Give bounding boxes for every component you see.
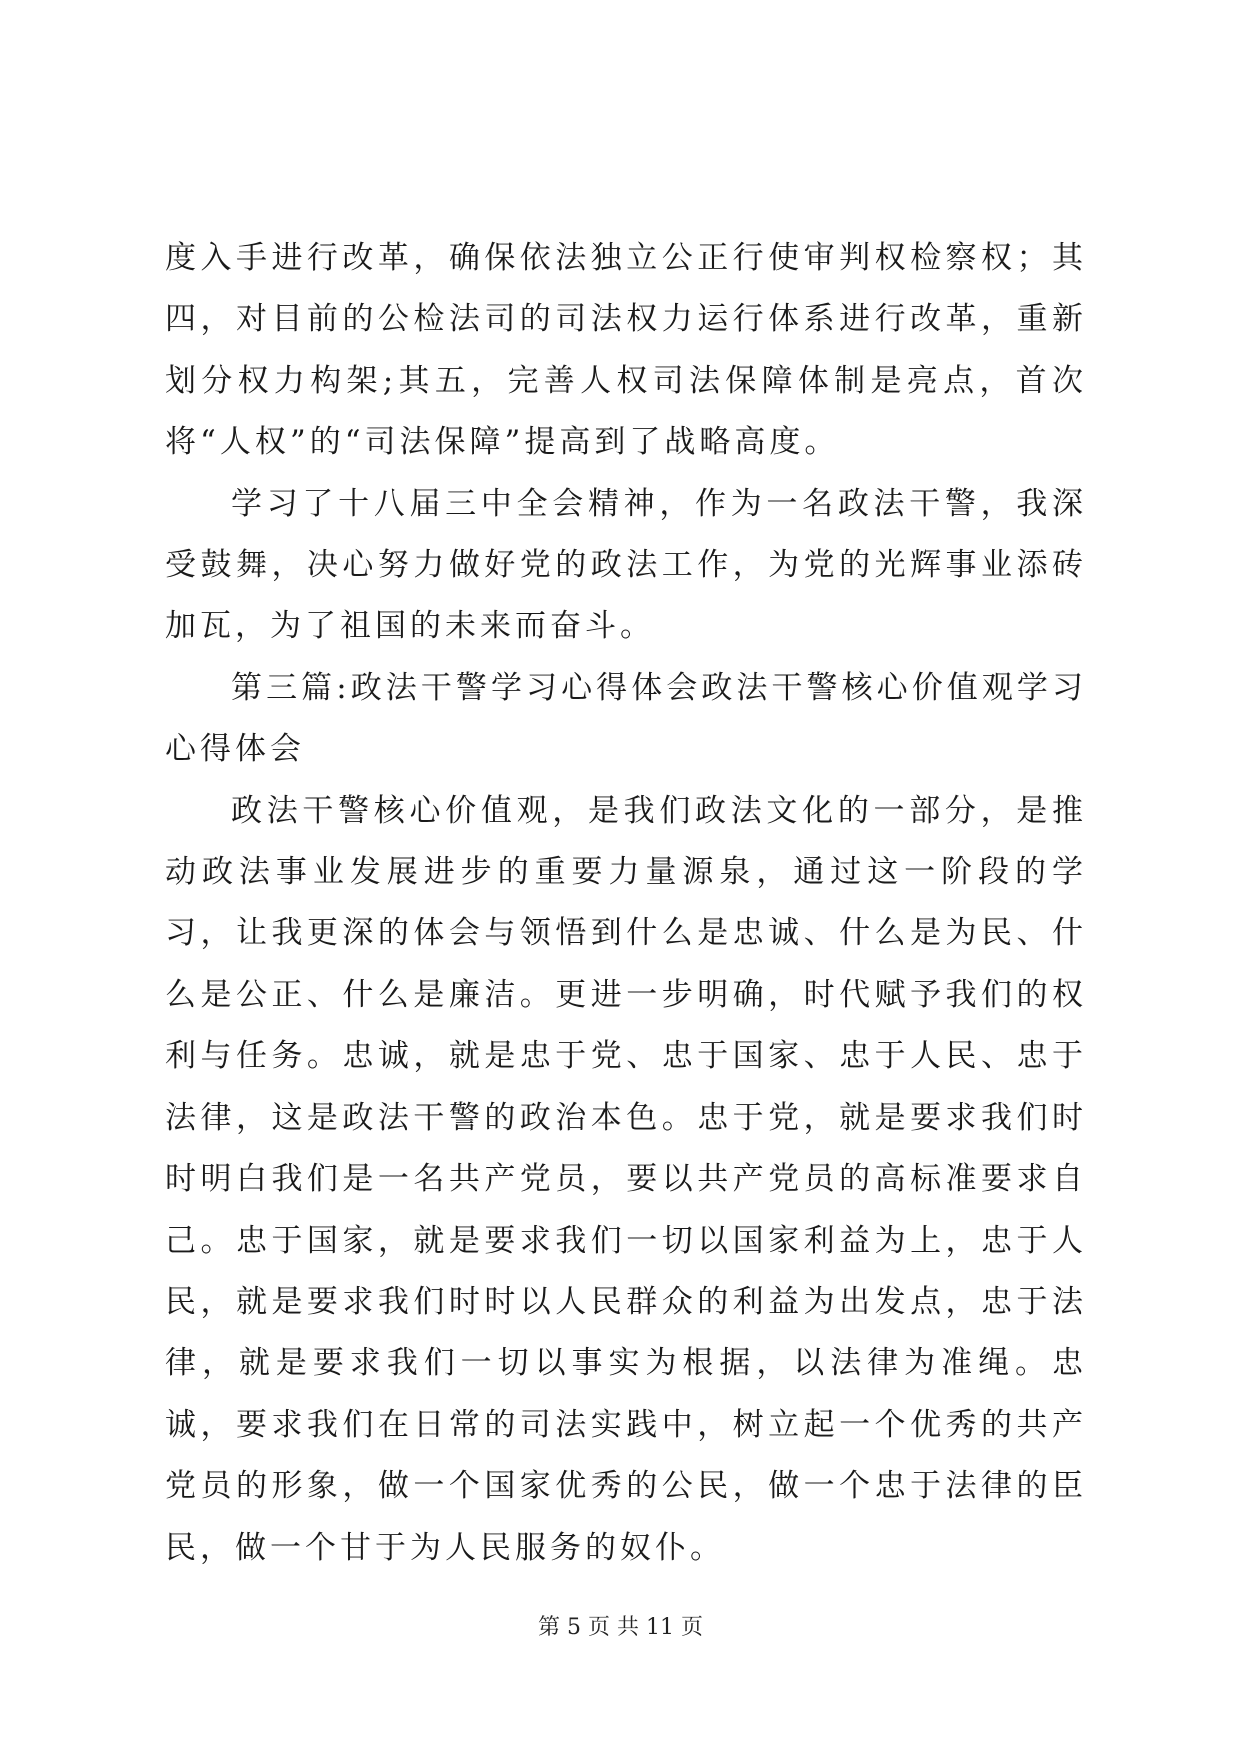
document-body bbox=[165, 228, 1087, 1579]
paragraph-study-reflection: 学习了十八届三中全会精神，作为一名政法干警，我深受鼓舞，决心努力做好党的政法工作，为党的光辉事业添砖加瓦，为了祖国的未来而奋斗。 bbox=[165, 485, 1087, 645]
paragraph-continuation: 度入手进行改革，确保依法独立公正行使审判权检察权；其四，对目前的公检法司的司法权力运行体系进行改革，重新划分权力构架;其五，完善人权司法保障体制是亮点，首次将“人权”的“司法保障”提高到了战略高度。 bbox=[165, 240, 1087, 461]
page-number-footer: 第 5 页 共 11 页 bbox=[538, 1615, 703, 1640]
section-heading: 第三篇:政法干警学习心得体会政法干警核心价值观学习心得体会 bbox=[165, 669, 1087, 768]
paragraph-core-values: 政法干警核心价值观，是我们政法文化的一部分，是推动政法事业发展进步的重要力量源泉，通过这一阶段的学习，让我更深的体会与领悟到什么是忠诚、什么是为民、什么是公正、什么是廉洁。更进一步明确，时代赋予我们的权利与任务。忠诚，就是忠于党、忠于国家、忠于人民、忠于法律，这是政法干警的政治本色。忠于党，就是要求我们时时明白我们是一名共产党员，要以共产党员的高标准要求自己。忠于国家，就是要求我们一切以国家利益为上，忠于人民，就是要求我们时时以人民群众的利益为出发点，忠于法律，就是要求我们一切以事实为根据，以法律为准绳。忠诚，要求我们在日常的司法实践中，树立起一个优秀的共产党员的形象，做一个国家优秀的公民，做一个忠于法律的臣民，做一个甘于为人民服务的奴仆。 bbox=[165, 792, 1087, 1566]
